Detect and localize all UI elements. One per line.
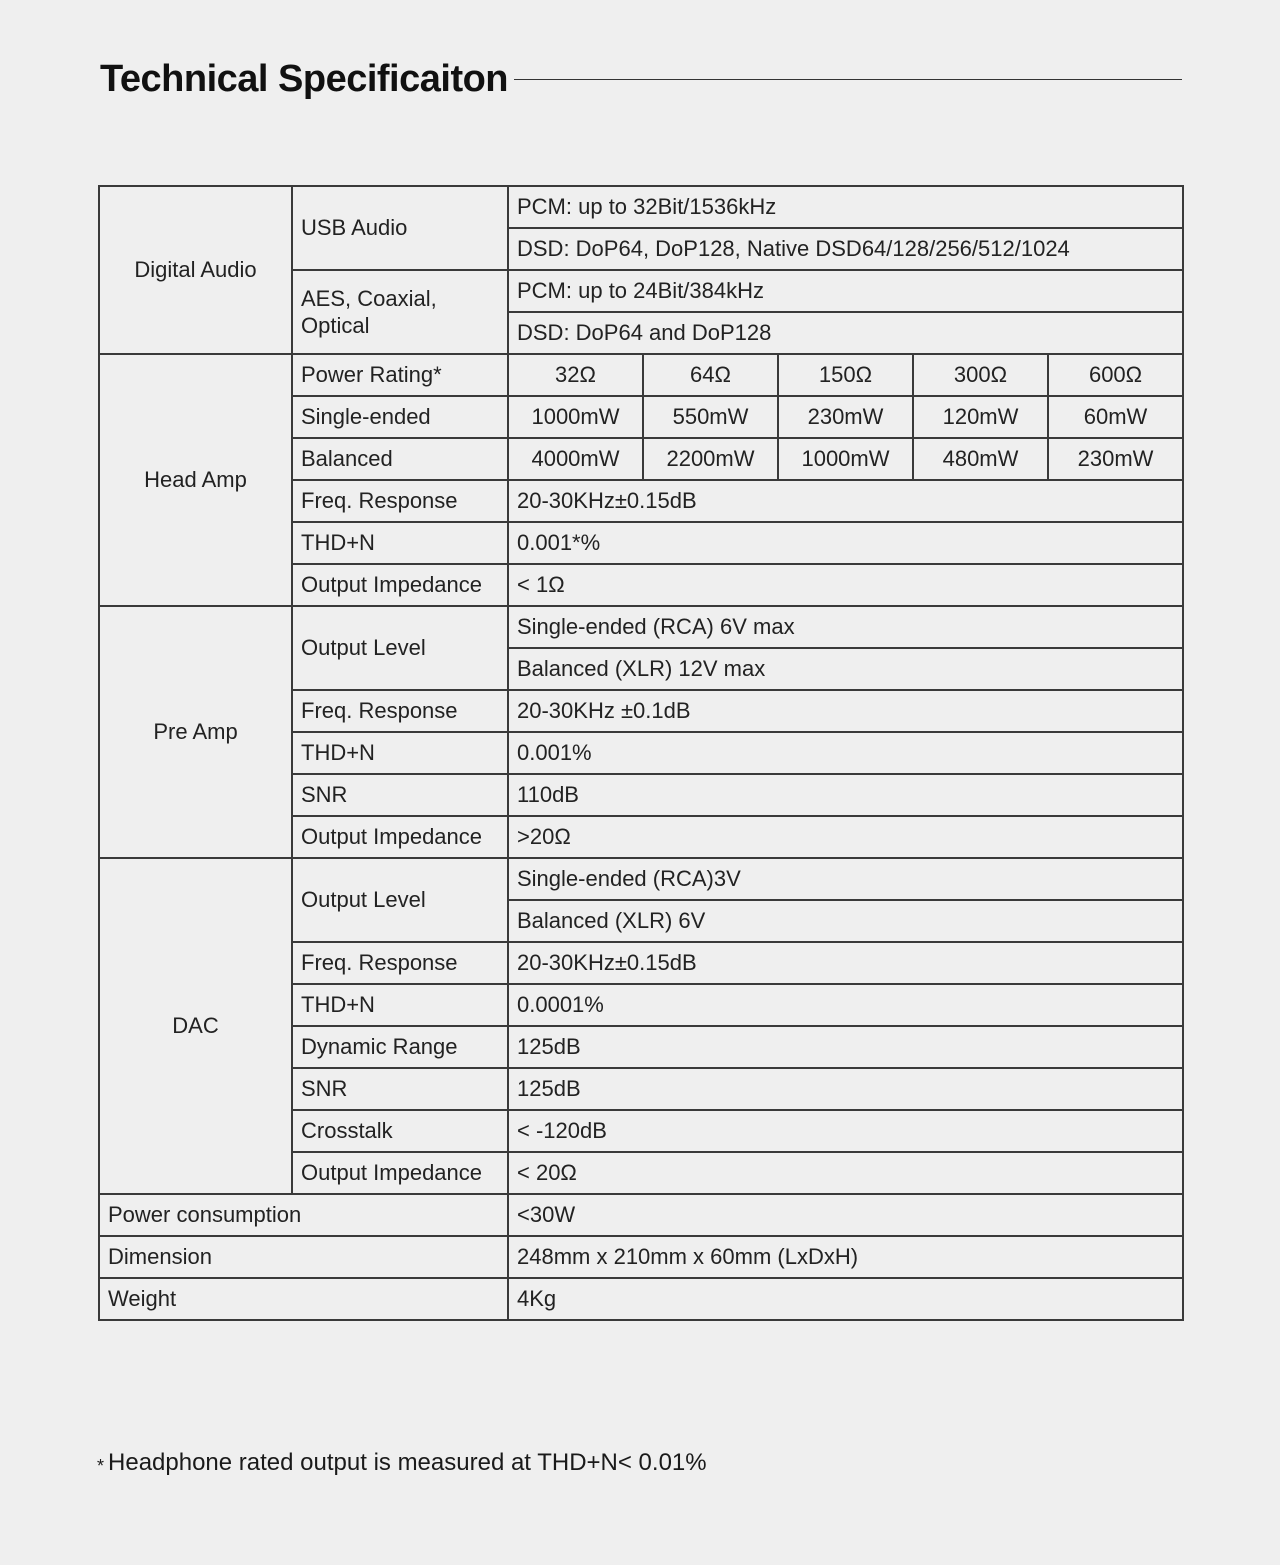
spec-label-usb-audio: USB Audio [292,186,508,270]
spec-label-power-consumption: Power consumption [99,1194,508,1236]
footnote-text: Headphone rated output is measured at THD+N< 0.01% [108,1449,707,1476]
table-row [99,858,1183,900]
power-cell: 120mW [913,396,1048,438]
asterisk-icon: * [97,1456,105,1476]
spec-value-aes-dsd: DSD: DoP64 and DoP128 [508,312,1183,354]
category-head-amp: Head Amp [99,354,292,606]
spec-label-thd: THD+N [292,522,508,564]
spec-value-thd: 0.0001% [508,984,1183,1026]
spec-value-dimension: 248mm x 210mm x 60mm (LxDxH) [508,1236,1183,1278]
spec-value-aes-pcm: PCM: up to 24Bit/384kHz [508,270,1183,312]
impedance-cell: 600Ω [1048,354,1183,396]
spec-value-impedance: < 20Ω [508,1152,1183,1194]
table-row [99,606,1183,648]
power-cell: 1000mW [508,396,643,438]
spec-label-snr: SNR [292,774,508,816]
spec-label-freq: Freq. Response [292,480,508,522]
impedance-cell: 64Ω [643,354,778,396]
spec-value-balanced: Balanced (XLR) 6V [508,900,1183,942]
table-row [99,354,1183,396]
spec-label-impedance: Output Impedance [292,1152,508,1194]
power-cell: 2200mW [643,438,778,480]
impedance-cell: 300Ω [913,354,1048,396]
power-cell: 1000mW [778,438,913,480]
spec-value-snr: 125dB [508,1068,1183,1110]
spec-table [98,185,1184,1321]
spec-value-balanced: Balanced (XLR) 12V max [508,648,1183,690]
spec-label-impedance: Output Impedance [292,564,508,606]
spec-label-freq: Freq. Response [292,690,508,732]
spec-label-snr: SNR [292,1068,508,1110]
spec-label-dynamic-range: Dynamic Range [292,1026,508,1068]
spec-label-thd: THD+N [292,984,508,1026]
spec-label-output-level: Output Level [292,606,508,690]
spec-value-impedance: >20Ω [508,816,1183,858]
impedance-cell: 150Ω [778,354,913,396]
spec-value-usb-dsd: DSD: DoP64, DoP128, Native DSD64/128/256/512/1024 [508,228,1183,270]
impedance-cell: 32Ω [508,354,643,396]
power-cell: 60mW [1048,396,1183,438]
spec-label-weight: Weight [99,1278,508,1320]
spec-value-single-ended: Single-ended (RCA)3V [508,858,1183,900]
power-cell: 4000mW [508,438,643,480]
spec-label-aes: AES, Coaxial, Optical [292,270,508,354]
table-row [99,1278,1183,1320]
spec-label-dimension: Dimension [99,1236,508,1278]
category-digital-audio: Digital Audio [99,186,292,354]
spec-value-dynamic-range: 125dB [508,1026,1183,1068]
spec-label-impedance: Output Impedance [292,816,508,858]
spec-label-balanced: Balanced [292,438,508,480]
spec-label-single-ended: Single-ended [292,396,508,438]
spec-label-freq: Freq. Response [292,942,508,984]
spec-value-snr: 110dB [508,774,1183,816]
spec-label-thd: THD+N [292,732,508,774]
footnote [97,1449,707,1477]
spec-value-impedance: < 1Ω [508,564,1183,606]
title-divider [514,79,1182,80]
spec-label-crosstalk: Crosstalk [292,1110,508,1152]
table-row [99,1194,1183,1236]
spec-value-usb-pcm: PCM: up to 32Bit/1536kHz [508,186,1183,228]
category-dac: DAC [99,858,292,1194]
table-row [99,186,1183,228]
spec-label-power-rating: Power Rating* [292,354,508,396]
category-pre-amp: Pre Amp [99,606,292,858]
spec-value-thd: 0.001*% [508,522,1183,564]
spec-value-thd: 0.001% [508,732,1183,774]
spec-value-freq: 20-30KHz ±0.1dB [508,690,1183,732]
power-cell: 480mW [913,438,1048,480]
spec-value-freq: 20-30KHz±0.15dB [508,480,1183,522]
spec-value-single-ended: Single-ended (RCA) 6V max [508,606,1183,648]
power-cell: 230mW [1048,438,1183,480]
spec-value-crosstalk: < -120dB [508,1110,1183,1152]
spec-label-output-level: Output Level [292,858,508,942]
power-cell: 550mW [643,396,778,438]
table-row [99,1236,1183,1278]
header [100,58,1182,106]
spec-value-power-consumption: <30W [508,1194,1183,1236]
spec-value-weight: 4Kg [508,1278,1183,1320]
power-cell: 230mW [778,396,913,438]
page-title: Technical Specificaiton [100,58,509,100]
spec-value-freq: 20-30KHz±0.15dB [508,942,1183,984]
